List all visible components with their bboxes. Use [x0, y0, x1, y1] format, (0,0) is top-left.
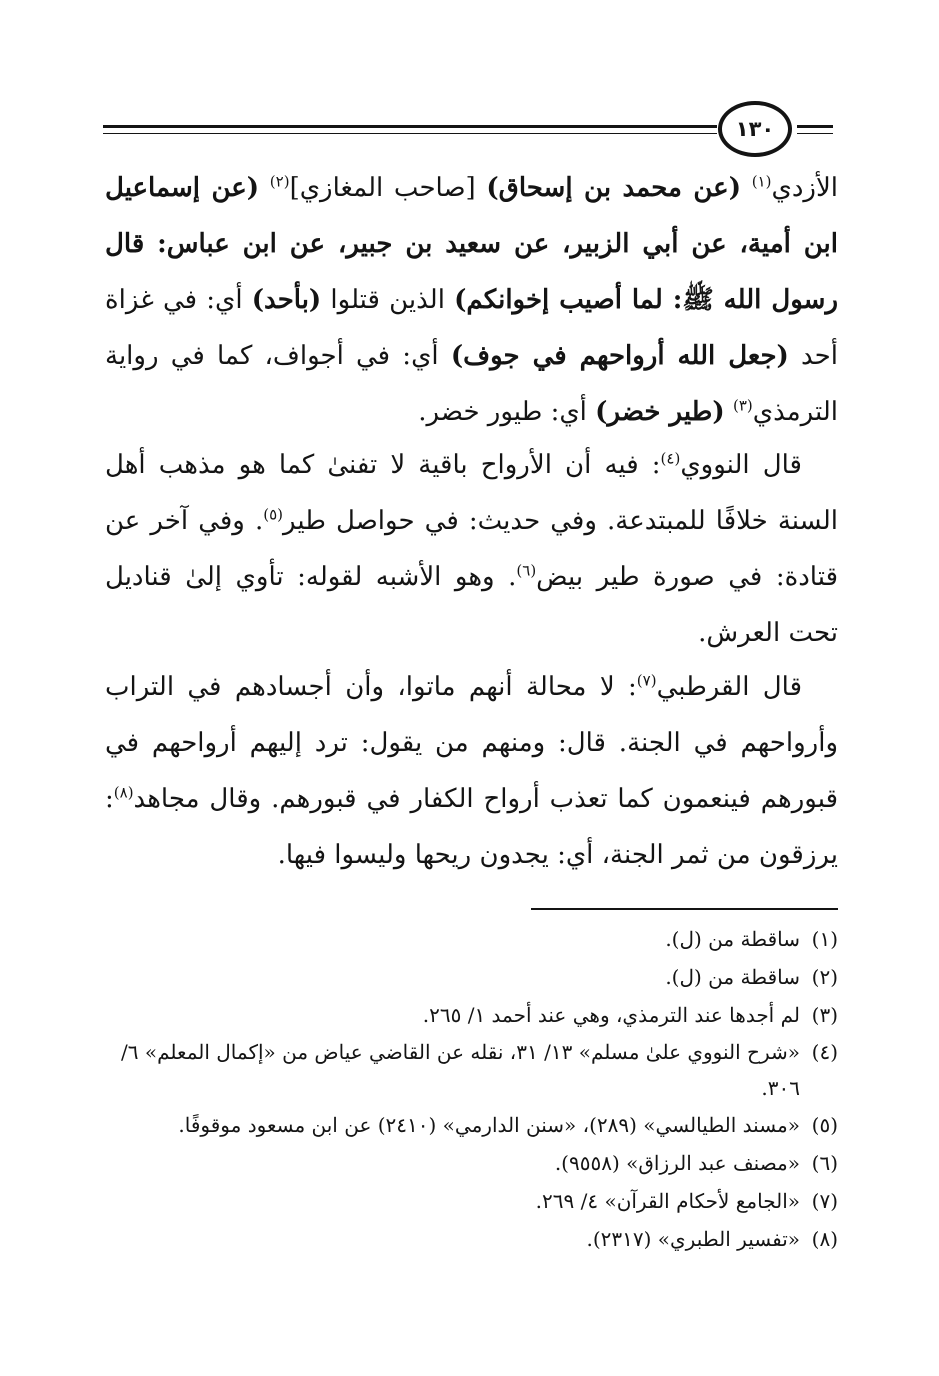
text-run — [725, 397, 733, 427]
text-run: . وهو الأشبه لقوله: تأوي إلىٰ قناديل تحت العرش. — [105, 562, 838, 648]
footnote-item — [105, 920, 838, 958]
footnote-marker-7[interactable]: (٧) — [636, 671, 657, 690]
header-rule-thin — [103, 133, 717, 134]
footnote-text: «مسند الطيالسي» (٢٨٩)، «سنن الدارمي» (٢٤١٠) عن ابن مسعود موقوفًا. — [178, 1113, 800, 1137]
footnote-text: ساقطة من (ل). — [665, 927, 800, 951]
footnote-separator — [531, 908, 838, 910]
footnote-item — [105, 996, 838, 1034]
text-run: : فيه أن الأرواح باقية لا تفنىٰ كما هو مذهب أهل السنة خلافًا للمبتدعة. وفي حديث: في حواصل طير — [105, 450, 838, 536]
header-rule-right — [797, 125, 833, 128]
footnote-number: (٦) — [811, 1151, 838, 1175]
footnote-number: (١) — [811, 927, 838, 951]
footnote-item — [105, 1182, 838, 1220]
footnote-text: «مصنف عبد الرزاق» (٩٥٥٨). — [554, 1151, 800, 1175]
page-number: ١٣٠ — [718, 101, 792, 157]
footnote-item — [105, 1144, 838, 1182]
header-rule — [103, 125, 717, 128]
text-run — [259, 173, 270, 203]
text-run: أي: طيور خضر. — [418, 397, 596, 427]
footnotes — [105, 920, 838, 1258]
footnote-text: «تفسير الطبري» (٢٣١٧). — [586, 1227, 800, 1251]
footnote-text: ساقطة من (ل). — [665, 965, 800, 989]
footnote-item — [105, 1034, 838, 1106]
text-run: [صاحب المغازي] — [289, 173, 487, 203]
footnote-number: (٣) — [811, 1003, 838, 1027]
paragraph-2 — [105, 437, 838, 661]
footnote-marker-1[interactable]: (١) — [751, 172, 772, 191]
bold-text-run: (عن محمد بن إسحاق) — [486, 173, 741, 203]
footnote-number: (٨) — [811, 1227, 838, 1251]
footnote-text: «الجامع لأحكام القرآن» ٤/ ٢٦٩. — [535, 1189, 800, 1213]
header-rule-right-thin — [797, 133, 833, 134]
text-run: قال القرطبي — [656, 672, 803, 702]
footnote-marker-5[interactable]: (٥) — [263, 505, 284, 524]
text-run: أي: في غزاة أحد — [105, 285, 838, 371]
footnote-number: (٥) — [811, 1113, 838, 1137]
footnote-item — [105, 1220, 838, 1258]
footnote-number: (٧) — [811, 1189, 838, 1213]
text-run: أي: في أجواف، كما في رواية الترمذي — [105, 341, 838, 427]
footnote-text: لم أجدها عند الترمذي، وهي عند أحمد ١/ ٢٦٥. — [422, 1003, 800, 1027]
paragraph-1 — [105, 160, 838, 440]
footnote-marker-2[interactable]: (٢) — [269, 172, 290, 191]
text-run: : يرزقون من ثمر الجنة، أي: يجدون ريحها وليسوا فيها. — [105, 784, 838, 870]
text-run: الذين قتلوا — [321, 285, 455, 315]
footnote-text: «شرح النووي علىٰ مسلم» ١٣/ ٣١، نقله عن القاضي عياض من «إكمال المعلم» ٦/ ٣٠٦. — [121, 1040, 800, 1100]
text-run: الأزدي — [771, 173, 839, 203]
footnote-marker-4[interactable]: (٤) — [660, 449, 681, 468]
footnote-marker-6[interactable]: (٦) — [516, 561, 537, 580]
footnote-item — [105, 958, 838, 996]
footnote-marker-8[interactable]: (٨) — [113, 783, 134, 802]
paragraph-3 — [105, 659, 838, 883]
bold-text-run: (بأحد) — [251, 285, 322, 315]
bold-text-run: (طير خضر) — [595, 397, 725, 427]
footnote-number: (٤) — [811, 1040, 838, 1064]
text-run: : لا محالة أنهم ماتوا، وأن أجسادهم في التراب وأرواحهم في الجنة. قال: ومنهم من يقول: ترد إليهم أرواحهم في قبورهم فينعمون كما تعذب أرواح الكفار في قبورهم. وقال مجاهد — [105, 672, 838, 814]
text-run: قال النووي — [680, 450, 802, 480]
footnote-item — [105, 1106, 838, 1144]
footnote-number: (٢) — [811, 965, 838, 989]
text-run — [741, 173, 752, 203]
bold-text-run: (جعل الله أرواحهم في جوف) — [450, 341, 789, 371]
text-run: . وفي آخر عن قتادة: في صورة طير بيض — [105, 506, 838, 592]
footnote-marker-3[interactable]: (٣) — [732, 396, 753, 415]
bold-text-run: (عن إسماعيل ابن أمية، عن أبي الزبير، عن سعيد بن جبير، عن ابن عباس: قال رسول الله ﷺ: لما أصيب إخوانكم) — [105, 173, 839, 315]
